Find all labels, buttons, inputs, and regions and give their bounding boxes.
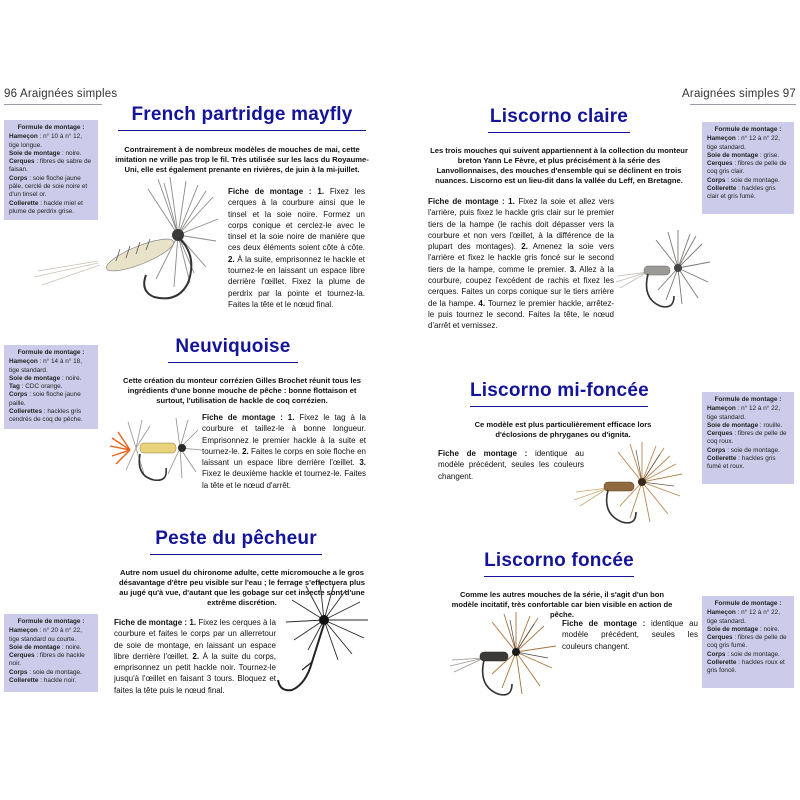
peste-du-pecheur-photo: [272, 580, 372, 710]
fiche-de-montage: Fiche de montage : 1. Fixez le tag à la courbure et taillez-le à bonne longueur. Emprisonnez le premier hackle à la suite et tournez-le. 2. Faites le corps en soie floche en laissant un espace libre derrière l'œillet. 3. Fixez le deuxième hackle et tournez-le. Faites la tête et le nœud d'arrêt.: [202, 413, 367, 490]
title-underline: [118, 130, 366, 131]
french-partridge-mayfly-photo: [28, 175, 228, 325]
formula-box: Formule de montage : Hameçon : n° 12 à n° 22, tige standard. Soie de montage : noire. Cerques : fibres de pelle de coq gris fumé. Corps : soie de montage. Collerette : hackles roux et gris foncé.: [702, 596, 794, 688]
left-running-head: 96 Araignées simples: [4, 88, 118, 100]
fiche-de-montage: Fiche de montage : identique au modèle précédent, seules les couleurs changent.: [438, 449, 585, 481]
formula-box: Formule de montage : Hameçon : n° 20 à n° 22, tige standard ou courte. Soie de montage : noire. Cerques : fibres de hackle noir. Corps : soie de montage. Collerette : hackle noir.: [4, 614, 98, 692]
title-underline: [484, 576, 634, 577]
section-title: Peste du pêcheur: [155, 528, 317, 549]
section-intro: Cette création du monteur corrézien Gilles Brochet réunit tous les ingrédients d'une bonne mouche de pêche : bonne flottaison et surtout, l'utilisation de hackle de coq corrézien.: [123, 376, 361, 405]
fiche-de-montage: Fiche de montage : 1. Fixez les cerques à la courbure ainsi que le tinsel et la soie noire. Formez un corps conique et cerclez-le avec le tinsel et la soie noire de manière que ces deux éléments soient côte à côte. 2. À la suite, emprisonnez le hackle et tournez-le en laissant un espace libre derrière l'œillet. Fixez la plume de perdrix par la pointe et tournez-la. Faites la tête et le nœud final.: [228, 187, 365, 309]
formula-box: Formule de montage : Hameçon : n° 12 à n° 22, tige standard. Soie de montage : grise. Cerques : fibres de pelle de coq gris clair. Corps : soie de montage. Collerette : hackles gris clair et gris fumé.: [702, 122, 794, 214]
section-intro: Autre nom usuel du chironome adulte, cette micromouche a le gros désavantage d'être peu visible sur l'eau ; le ferrage s'effectuera plus au jugé qu'à vue, d'autant que les gobage sur cet insecte sont d'une extrême discrétion.: [119, 568, 365, 607]
section-intro: Comme les autres mouches de la série, il s'agit d'un bon modèle incitatif, très confortable car bien visible en action de pêche.: [451, 590, 673, 619]
neuviquoise-photo: [106, 410, 206, 490]
liscorno-foncee-photo: [448, 610, 568, 710]
title-underline: [470, 406, 648, 407]
title-underline: [150, 554, 322, 555]
title-underline: [168, 362, 298, 363]
right-header-rule: [690, 104, 796, 105]
formula-box: Formule de montage : Hameçon : n° 12 à n° 22, tige standard. Soie de montage : rouille. Cerques : fibres de pelle de coq roux. Corps : soie de montage. Collerette : hackles gris fumé et roux.: [702, 392, 794, 484]
right-running-head: Araignées simples 97: [682, 88, 796, 100]
section-title: Liscorno claire: [489, 106, 629, 127]
liscorno-mi-foncee-photo: [570, 442, 700, 532]
title-underline: [488, 132, 630, 133]
section-title: French partridge mayfly: [131, 104, 353, 125]
section-title: Liscorno mi-foncée: [470, 380, 649, 401]
left-header-rule: [4, 104, 102, 105]
fiche-de-montage: Fiche de montage : 1. Fixez les cerques à la courbure et faites le corps par un allerretour de soie de montage, en laissant un espace libre derrière l'œillet. 2. À la suite du corps, emprisonnez un petit hackle noir. Tournez-le jusqu'à l'œillet en faisant 3 tours. Bloquez et faites la tête puis le nœud final.: [114, 618, 277, 695]
formula-box: Formule de montage : Hameçon : n° 14 à n° 18, tige standard. Soie de montage : noire. Tag : CDC orange. Corps : soie floche jaune paille. Collerettes : hackles gris cendrés de coq de pêche.: [4, 345, 98, 429]
section-title: Neuviquoise: [175, 336, 291, 357]
section-intro: Les trois mouches qui suivent appartiennent à la collection du monteur breton Yann Le Fèvre, et plus précisément à la série des Lanvollonnaises, des mouches d'ensemble qui se déclinent en trois nuances. Liscorno est un lieu-dit dans la vallée du Leff, en Bretagne.: [430, 146, 688, 185]
section-intro: Contrairement à de nombreux modèles de mouches de mai, cette imitation ne vrille pas trop le fil. Très utilisée sur les lacs du Royaume-Uni, elle est également prenante en rivières, de juin à la mi-juillet.: [115, 145, 369, 174]
liscorno-claire-photo: [612, 228, 722, 318]
fiche-de-montage: Fiche de montage : 1. Fixez la soie et allez vers l'arrière, puis fixez le hackle gris clair sur le premier tiers de la hampe (le rachis doit dépasser vers la courbure et non vers l'œillet, à la différence de la plupart des montages). 2. Amenez la soie vers l'arrière et fixez le hackle gris foncé sur le second tiers de la hampe, comme le premier. 3. Allez à la courbure, coupez l'excédent de rachis et fixez les cerques. Faites un corps conique sur le tiers arrière de la hampe. 4. Tournez le premier hackle, arrêtez-le puis tournez le second. Faites la tête, le nœud d'arrêt et vernissez.: [428, 197, 615, 331]
section-intro: Ce modèle est plus particulièrement efficace lors d'éclosions de phryganes ou d'ignita.: [474, 420, 652, 439]
section-title: Liscorno foncée: [484, 550, 634, 571]
fiche-de-montage: Fiche de montage : identique au modèle précédent, seules les couleurs changent.: [562, 619, 699, 651]
formula-box: Formule de montage : Hameçon : n° 10 à n° 12, tige longue. Soie de montage : noire. Cerques : fibres de sabre de faisan. Corps : soie floche jaune pâle, cerclé de soie noire et d'un tinsel or. Collerette : hackle miel et plume de perdrix grise.: [4, 120, 98, 220]
